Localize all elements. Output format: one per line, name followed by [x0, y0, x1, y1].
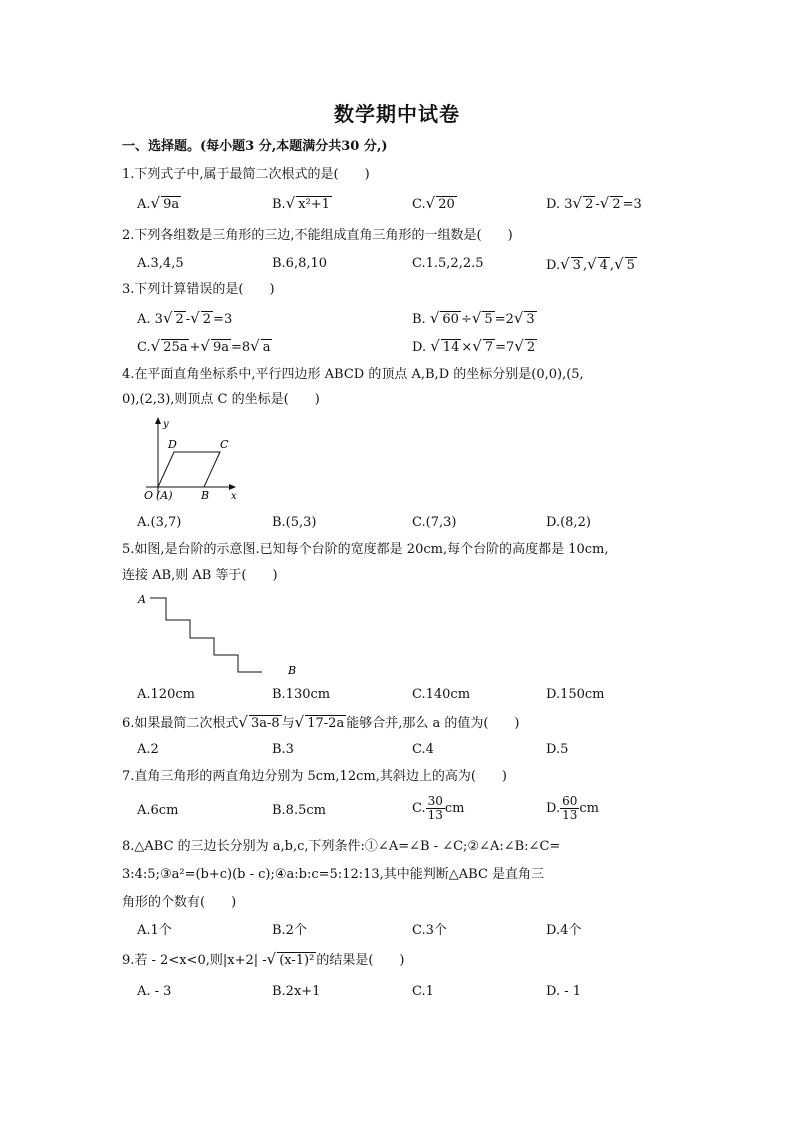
- question-4-stem-line2: 0),(2,3),则顶点 C 的坐标是( ): [122, 392, 320, 407]
- question-1-stem: 1.下列式子中,属于最简二次根式的是( ): [122, 167, 370, 182]
- q6-option-b[interactable]: B.3: [272, 742, 294, 757]
- y-axis-arrow: [155, 417, 161, 424]
- q8-option-c[interactable]: C.3个: [412, 923, 447, 938]
- q1-option-a[interactable]: A.√ 9a: [137, 194, 180, 212]
- label-a: A: [138, 593, 146, 606]
- q2-option-c[interactable]: C.1.5,2,2.5: [412, 256, 484, 271]
- q2-option-d[interactable]: D.√ 3 ,√ 4 ,√ 5: [546, 255, 635, 273]
- q2-option-a[interactable]: A.3,4,5: [137, 256, 184, 271]
- q3-option-c[interactable]: C.√ 25a +√ 9a =8√ a: [137, 337, 271, 355]
- question-3-stem: 3.下列计算错误的是( ): [122, 282, 275, 297]
- staircase-steps: [150, 598, 262, 672]
- parallelogram-figure: [140, 415, 250, 507]
- label-y: y: [163, 419, 169, 430]
- label-d: D: [168, 438, 177, 451]
- q6-option-d[interactable]: D.5: [546, 742, 569, 757]
- label-x: x: [231, 491, 237, 502]
- question-2-stem: 2.下列各组数是三角形的三边,不能组成直角三角形的一组数是( ): [122, 228, 513, 243]
- q4-option-c[interactable]: C.(7,3): [412, 515, 457, 530]
- question-4-stem-line1: 4.在平面直角坐标系中,平行四边形 ABCD 的顶点 A,B,D 的坐标分别是(0,0),(5,: [122, 367, 584, 382]
- q9-option-b[interactable]: B.2x+1: [272, 984, 321, 999]
- q8-option-a[interactable]: A.1个: [137, 923, 172, 938]
- question-8-stem-line3: 角形的个数有( ): [122, 895, 237, 910]
- q6-option-c[interactable]: C.4: [412, 742, 434, 757]
- question-8-stem-line1: 8.△ABC 的三边长分别为 a,b,c,下列条件:①∠A=∠B - ∠C;②∠A:∠B:∠C=: [122, 839, 561, 854]
- label-a: (A): [156, 489, 173, 502]
- parallelogram-abcd: [158, 452, 220, 487]
- q1-option-b[interactable]: B.√ x²+1: [272, 194, 330, 212]
- q9-option-c[interactable]: C.1: [412, 984, 434, 999]
- q8-option-d[interactable]: D.4个: [546, 923, 582, 938]
- section-heading: 一、选择题。(每小题3 分,本题满分共30 分,): [122, 139, 388, 154]
- question-5-stem-line2: 连接 AB,则 AB 等于( ): [122, 568, 278, 583]
- question-8-stem-line2: 3:4:5;③a²=(b+c)(b - c);④a:b:c=5:12:13,其中能判断△ABC 是直角三: [122, 867, 545, 882]
- staircase-figure: [136, 590, 306, 682]
- q1-option-d[interactable]: D. 3√ 2 -√ 2 =3: [546, 194, 642, 212]
- q4-option-a[interactable]: A.(3,7): [137, 515, 182, 530]
- q4-option-b[interactable]: B.(5,3): [272, 515, 317, 530]
- q7-option-c[interactable]: C. $\frac{30}{13}$ cm: [412, 794, 465, 822]
- label-b: B: [288, 664, 297, 677]
- question-7-stem: 7.直角三角形的两直角边分别为 5cm,12cm,其斜边上的高为( ): [122, 769, 507, 784]
- page-title: 数学期中试卷: [334, 102, 460, 126]
- q3-option-b[interactable]: B. √ 60 ÷√ 5 =2√ 3: [412, 309, 535, 327]
- q9-option-a[interactable]: A. - 3: [137, 984, 172, 999]
- label-b: B: [201, 489, 210, 502]
- q2-option-b[interactable]: B.6,8,10: [272, 256, 328, 271]
- q7-option-d[interactable]: D. $\frac{60}{13}$ cm: [546, 794, 599, 822]
- q7-option-a[interactable]: A.6cm: [137, 803, 179, 818]
- q3-option-d[interactable]: D. √ 14 ×√ 7 =7√ 2: [412, 337, 536, 355]
- question-9-stem: 9.若 - 2<x<0,则|x+2| -√ (x-1)² 的结果是( ): [122, 950, 405, 968]
- question-5-stem-line1: 5.如图,是台阶的示意图.已知每个台阶的宽度都是 20cm,每个台阶的高度都是 10cm,: [122, 542, 609, 557]
- q8-option-b[interactable]: B.2个: [272, 923, 307, 938]
- q3-option-a[interactable]: A. 3√ 2 -√ 2 =3: [137, 309, 233, 327]
- q4-option-d[interactable]: D.(8,2): [546, 515, 591, 530]
- q7-option-b[interactable]: B.8.5cm: [272, 803, 326, 818]
- q5-option-b[interactable]: B.130cm: [272, 687, 331, 702]
- q5-option-a[interactable]: A.120cm: [137, 687, 195, 702]
- q6-option-a[interactable]: A.2: [137, 742, 159, 757]
- q1-option-c[interactable]: C.√ 20: [412, 194, 455, 212]
- label-o: O: [144, 489, 154, 502]
- label-c: C: [220, 438, 229, 451]
- q5-option-c[interactable]: C.140cm: [412, 687, 471, 702]
- x-axis-arrow: [229, 484, 236, 490]
- q5-option-d[interactable]: D.150cm: [546, 687, 605, 702]
- q9-option-d[interactable]: D. - 1: [546, 984, 582, 999]
- question-6-stem: 6.如果最简二次根式√ 3a-8 与√ 17-2a 能够合并,那么 a 的值为( ): [122, 713, 520, 731]
